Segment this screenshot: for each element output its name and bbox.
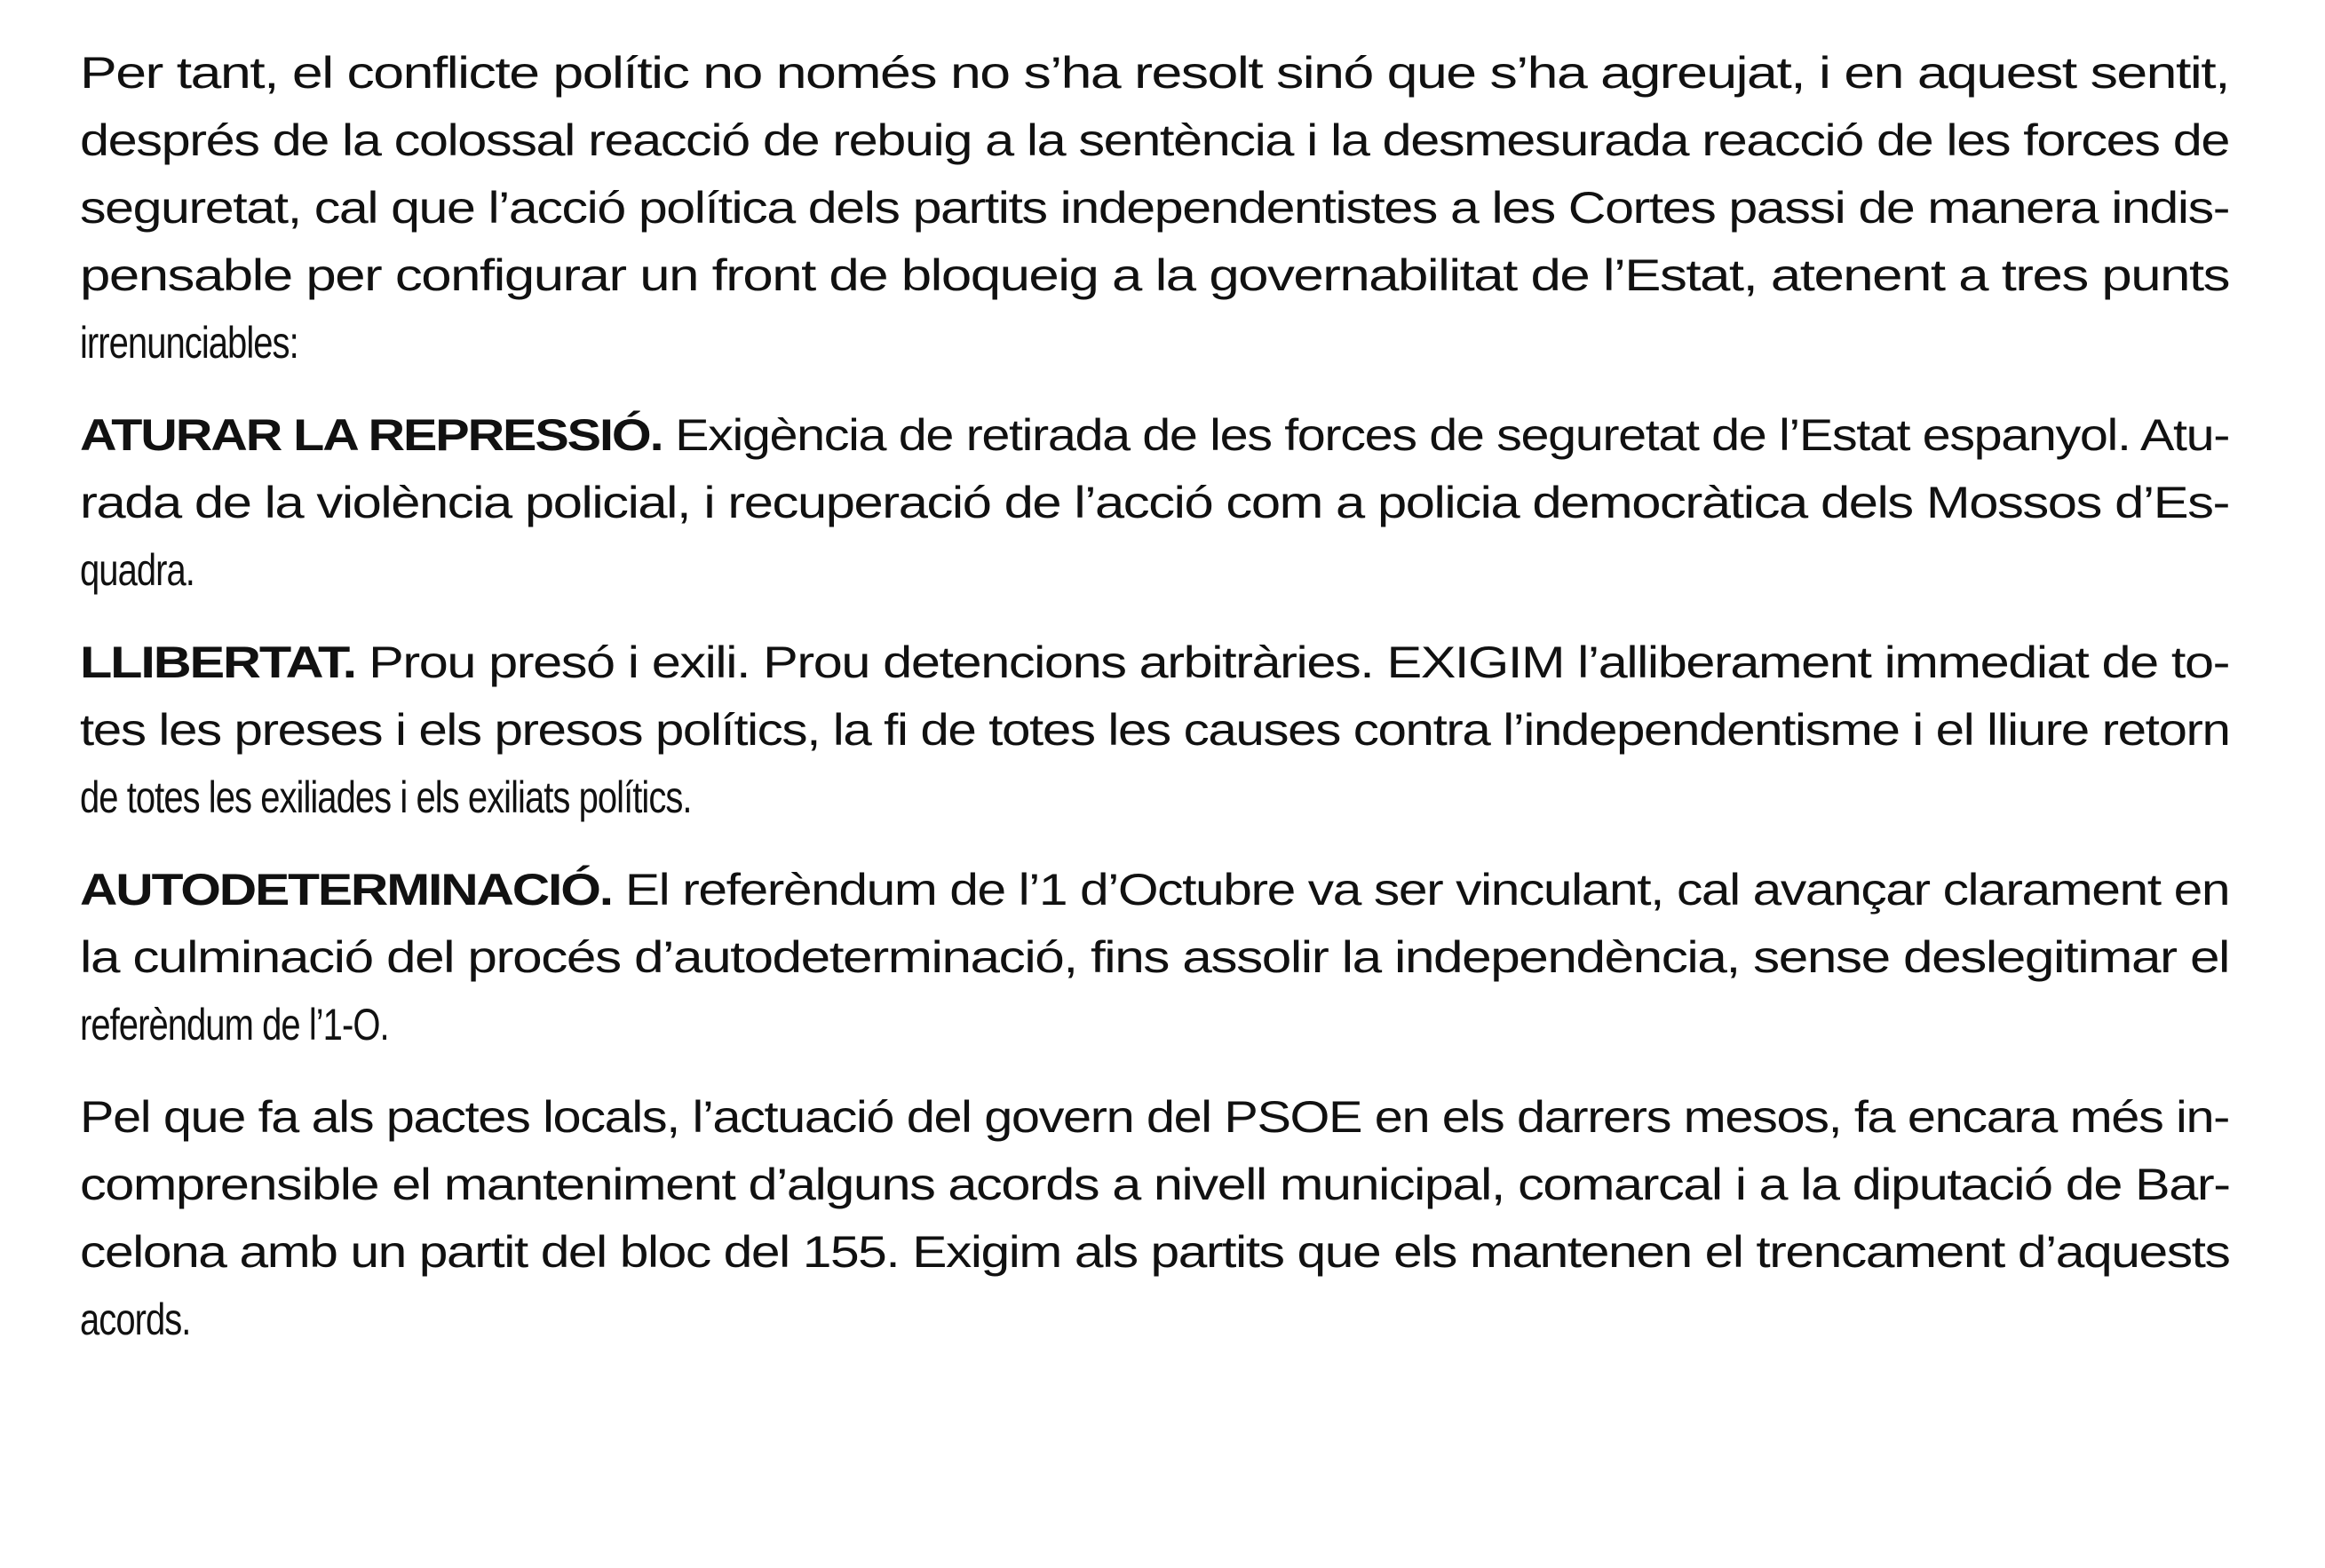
text-line: celona amb un partit del bloc del 155. Exigim als partits que els mantenen el trencament d’aquests xyxy=(80,1227,2230,1277)
paragraph-pactes-locals xyxy=(80,1083,2229,1353)
paragraph-heading: AUTODETERMINACIÓ. xyxy=(80,865,613,915)
text-line: comprensible el manteniment d’alguns acords a nivell municipal, comarcal i a la diputació de Bar- xyxy=(80,1160,2230,1209)
text-line: Pel que fa als pactes locals, l’actuació del govern del PSOE en els darrers mesos, fa encara més in- xyxy=(80,1092,2229,1142)
text-line: pensable per configurar un front de bloqueig a la governabilitat de l’Estat, atenent a tres punts xyxy=(80,250,2229,300)
paragraph-autodeterminacio xyxy=(80,856,2229,1058)
text-line: tes les preses i els presos polítics, la fi de totes les causes contra l’independentisme i el lliure retorn xyxy=(80,705,2230,755)
text-line: rada de la violència policial, i recuperació de l’acció com a policia democràtica dels Mossos d’Es- xyxy=(80,478,2229,527)
text-line: acords. xyxy=(80,1295,191,1344)
text-line: seguretat, cal que l’acció política dels partits independentistes a les Cortes passi de manera indis- xyxy=(80,183,2229,233)
text-line: irrenunciables: xyxy=(80,318,298,368)
text-line: LLIBERTAT. Prou presó i exili. Prou detencions arbitràries. EXIGIM l’alliberament immediat de to- xyxy=(80,637,2229,687)
text-line: ATURAR LA REPRESSIÓ. Exigència de retirada de les forces de seguretat de l’Estat espanyol. Atu- xyxy=(80,410,2230,460)
paragraph-heading: LLIBERTAT. xyxy=(80,637,355,687)
paragraph-aturar-la-repressio xyxy=(80,401,2229,604)
text-line: Per tant, el conflicte polític no només no s’ha resolt sinó que s’ha agreujat, i en aquest sentit, xyxy=(80,48,2229,98)
document-page xyxy=(80,39,2229,1378)
text-line: després de la colossal reacció de rebuig a la sentència i la desmesurada reacció de les forces de xyxy=(80,115,2229,165)
paragraph-llibertat xyxy=(80,629,2229,831)
text-line: AUTODETERMINACIÓ. El referèndum de l’1 d’Octubre va ser vinculant, cal avançar clarament en xyxy=(80,865,2230,915)
text-line: de totes les exiliades i els exiliats polítics. xyxy=(80,772,692,822)
paragraph-heading: ATURAR LA REPRESSIÓ. xyxy=(80,410,663,460)
text-line: referèndum de l’1-O. xyxy=(80,1000,389,1049)
paragraph-intro xyxy=(80,39,2229,376)
text-line: quadra. xyxy=(80,545,194,595)
text-line: la culminació del procés d’autodeterminació, fins assolir la independència, sense deslegitimar el xyxy=(80,932,2229,982)
